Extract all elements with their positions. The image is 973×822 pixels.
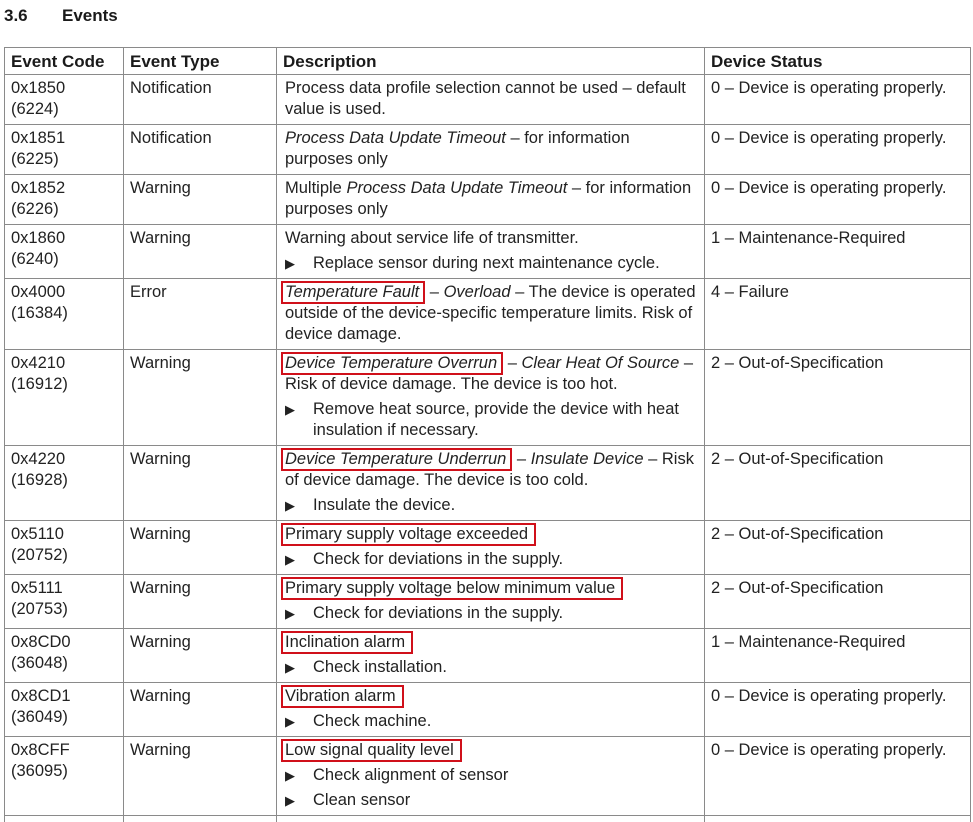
- event-type-cell: Warning: [124, 350, 277, 446]
- event-code-cell: [5, 350, 124, 446]
- table-row: [5, 125, 971, 175]
- event-code-decimal: (16912): [11, 374, 118, 395]
- event-type-cell: Warning: [124, 629, 277, 683]
- description-italic-segment: Insulate Device: [531, 450, 644, 468]
- action-item: [285, 253, 699, 274]
- header-device-status: Device Status: [705, 48, 971, 75]
- description-cell: [277, 575, 705, 629]
- action-item: [285, 399, 699, 441]
- event-code-cell: [5, 75, 124, 125]
- description-text: [285, 632, 699, 653]
- triangle-right-icon: ▶: [285, 495, 313, 516]
- table-row: [5, 683, 971, 737]
- description-text: [285, 524, 699, 545]
- description-text: [285, 740, 699, 761]
- header-description: Description: [277, 48, 705, 75]
- action-text: Remove heat source, provide the device with heat insulation if necessary.: [313, 399, 699, 441]
- description-text: [285, 578, 699, 599]
- description-cell: [277, 629, 705, 683]
- table-row: [5, 737, 971, 816]
- description-text: [285, 686, 699, 707]
- action-text: Insulate the device.: [313, 495, 699, 516]
- device-status-cell: 0 – Device is operating properly.: [705, 737, 971, 816]
- highlighted-event-name: Temperature Fault: [281, 281, 425, 304]
- event-code-cell: [5, 575, 124, 629]
- action-item: [285, 765, 699, 786]
- event-code-decimal: (36049): [11, 707, 118, 728]
- header-event-type: Event Type: [124, 48, 277, 75]
- highlighted-event-name: Vibration alarm: [281, 685, 404, 708]
- description-segment: Process data profile selection cannot be used – default value is used.: [285, 79, 686, 118]
- event-code-cell: [5, 446, 124, 521]
- header-event-code: Event Code: [5, 48, 124, 75]
- event-code-decimal: (20752): [11, 545, 118, 566]
- description-text: [285, 449, 699, 491]
- description-italic-segment: Overload: [444, 283, 511, 301]
- event-code-cell: [5, 125, 124, 175]
- description-cell: [277, 225, 705, 279]
- table-row: [5, 75, 971, 125]
- event-code-cell: [5, 683, 124, 737]
- action-item: [285, 495, 699, 516]
- table-header-row: [5, 48, 971, 75]
- event-type-cell: Warning: [124, 446, 277, 521]
- device-status-cell: 0 – Device is operating properly.: [705, 683, 971, 737]
- description-segment: –: [425, 283, 443, 301]
- continuation-cell: [705, 816, 971, 822]
- description-cell: [277, 446, 705, 521]
- description-cell: [277, 279, 705, 350]
- event-code-hex: 0x8CD1: [11, 686, 118, 707]
- table-row: [5, 279, 971, 350]
- action-text: Check for deviations in the supply.: [313, 603, 699, 624]
- continuation-cell: [124, 816, 277, 822]
- events-table-body: [5, 75, 971, 822]
- triangle-right-icon: ▶: [285, 399, 313, 441]
- highlighted-event-name: Device Temperature Underrun: [281, 448, 512, 471]
- section-number: 3.6: [4, 6, 62, 26]
- description-text: [285, 78, 699, 120]
- table-continuation-row: [5, 816, 971, 822]
- event-code-decimal: (6225): [11, 149, 118, 170]
- action-item: [285, 711, 699, 732]
- section-title: Events: [62, 6, 118, 25]
- triangle-right-icon: ▶: [285, 790, 313, 811]
- event-code-cell: [5, 629, 124, 683]
- section-heading: [4, 6, 118, 26]
- triangle-right-icon: ▶: [285, 657, 313, 678]
- event-type-cell: Warning: [124, 175, 277, 225]
- event-code-cell: [5, 225, 124, 279]
- event-type-cell: Warning: [124, 575, 277, 629]
- event-code-hex: 0x8CFF: [11, 740, 118, 761]
- description-text: [285, 228, 699, 249]
- table-row: [5, 175, 971, 225]
- device-status-cell: 4 – Failure: [705, 279, 971, 350]
- event-code-decimal: (36048): [11, 653, 118, 674]
- description-cell: [277, 175, 705, 225]
- event-code-hex: 0x1851: [11, 128, 118, 149]
- table-row: [5, 521, 971, 575]
- description-segment: Warning about service life of transmitter.: [285, 229, 579, 247]
- event-code-decimal: (20753): [11, 599, 118, 620]
- event-type-cell: Error: [124, 279, 277, 350]
- description-italic-segment: Process Data Update Timeout: [346, 179, 567, 197]
- event-type-cell: Warning: [124, 521, 277, 575]
- table-row: [5, 446, 971, 521]
- device-status-cell: 2 – Out-of-Specification: [705, 521, 971, 575]
- action-text: Check alignment of sensor: [313, 765, 699, 786]
- event-type-cell: Warning: [124, 683, 277, 737]
- highlighted-event-name: Low signal quality level: [281, 739, 462, 762]
- continuation-cell: [277, 816, 705, 822]
- event-code-decimal: (16384): [11, 303, 118, 324]
- device-status-cell: 2 – Out-of-Specification: [705, 446, 971, 521]
- description-segment: – Risk of device damage. The device is too cold.: [285, 450, 694, 489]
- event-type-cell: Notification: [124, 75, 277, 125]
- description-text: [285, 282, 699, 345]
- device-status-cell: 0 – Device is operating properly.: [705, 125, 971, 175]
- action-text: Check for deviations in the supply.: [313, 549, 699, 570]
- description-segment: –: [512, 450, 530, 468]
- action-item: [285, 549, 699, 570]
- event-type-cell: Warning: [124, 737, 277, 816]
- continuation-cell: [5, 816, 124, 822]
- description-segment: Multiple: [285, 179, 346, 197]
- action-item: [285, 790, 699, 811]
- highlighted-event-name: Primary supply voltage exceeded: [281, 523, 536, 546]
- event-code-hex: 0x4210: [11, 353, 118, 374]
- action-text: Replace sensor during next maintenance cycle.: [313, 253, 699, 274]
- event-code-hex: 0x4220: [11, 449, 118, 470]
- device-status-cell: 0 – Device is operating properly.: [705, 75, 971, 125]
- event-code-decimal: (6224): [11, 99, 118, 120]
- description-segment: – for information purposes only: [285, 179, 691, 218]
- description-cell: [277, 737, 705, 816]
- event-code-hex: 0x1850: [11, 78, 118, 99]
- description-segment: – The device is operated outside of the device-specific temperature limits. Risk of device damage.: [285, 283, 696, 343]
- table-row: [5, 225, 971, 279]
- table-row: [5, 350, 971, 446]
- event-code-cell: [5, 737, 124, 816]
- description-cell: [277, 75, 705, 125]
- device-status-cell: 1 – Maintenance-Required: [705, 225, 971, 279]
- event-code-hex: 0x1852: [11, 178, 118, 199]
- event-code-cell: [5, 521, 124, 575]
- triangle-right-icon: ▶: [285, 603, 313, 624]
- device-status-cell: 0 – Device is operating properly.: [705, 175, 971, 225]
- event-code-hex: 0x5110: [11, 524, 118, 545]
- triangle-right-icon: ▶: [285, 711, 313, 732]
- device-status-cell: 1 – Maintenance-Required: [705, 629, 971, 683]
- event-code-decimal: (16928): [11, 470, 118, 491]
- description-italic-segment: Clear Heat Of Source: [522, 354, 680, 372]
- description-cell: [277, 125, 705, 175]
- table-row: [5, 629, 971, 683]
- description-cell: [277, 683, 705, 737]
- description-text: [285, 178, 699, 220]
- triangle-right-icon: ▶: [285, 253, 313, 274]
- description-cell: [277, 521, 705, 575]
- event-code-hex: 0x1860: [11, 228, 118, 249]
- device-status-cell: 2 – Out-of-Specification: [705, 575, 971, 629]
- action-item: [285, 657, 699, 678]
- description-segment: – for information purposes only: [285, 129, 630, 168]
- event-code-hex: 0x5111: [11, 578, 118, 599]
- highlighted-event-name: Device Temperature Overrun: [281, 352, 503, 375]
- action-text: Check machine.: [313, 711, 699, 732]
- highlighted-event-name: Primary supply voltage below minimum value: [281, 577, 623, 600]
- event-code-decimal: (36095): [11, 761, 118, 782]
- device-status-cell: 2 – Out-of-Specification: [705, 350, 971, 446]
- event-code-decimal: (6226): [11, 199, 118, 220]
- highlighted-event-name: Inclination alarm: [281, 631, 413, 654]
- event-code-hex: 0x8CD0: [11, 632, 118, 653]
- description-segment: –: [503, 354, 521, 372]
- description-segment: – Risk of device damage. The device is too hot.: [285, 354, 693, 393]
- description-cell: [277, 350, 705, 446]
- events-table: [4, 47, 971, 822]
- description-text: [285, 353, 699, 395]
- action-text: Clean sensor: [313, 790, 699, 811]
- action-text: Check installation.: [313, 657, 699, 678]
- event-type-cell: Notification: [124, 125, 277, 175]
- event-type-cell: Warning: [124, 225, 277, 279]
- event-code-cell: [5, 175, 124, 225]
- event-code-cell: [5, 279, 124, 350]
- action-item: [285, 603, 699, 624]
- description-text: [285, 128, 699, 170]
- event-code-decimal: (6240): [11, 249, 118, 270]
- event-code-hex: 0x4000: [11, 282, 118, 303]
- triangle-right-icon: ▶: [285, 765, 313, 786]
- description-italic-segment: Process Data Update Timeout: [285, 129, 506, 147]
- triangle-right-icon: ▶: [285, 549, 313, 570]
- table-row: [5, 575, 971, 629]
